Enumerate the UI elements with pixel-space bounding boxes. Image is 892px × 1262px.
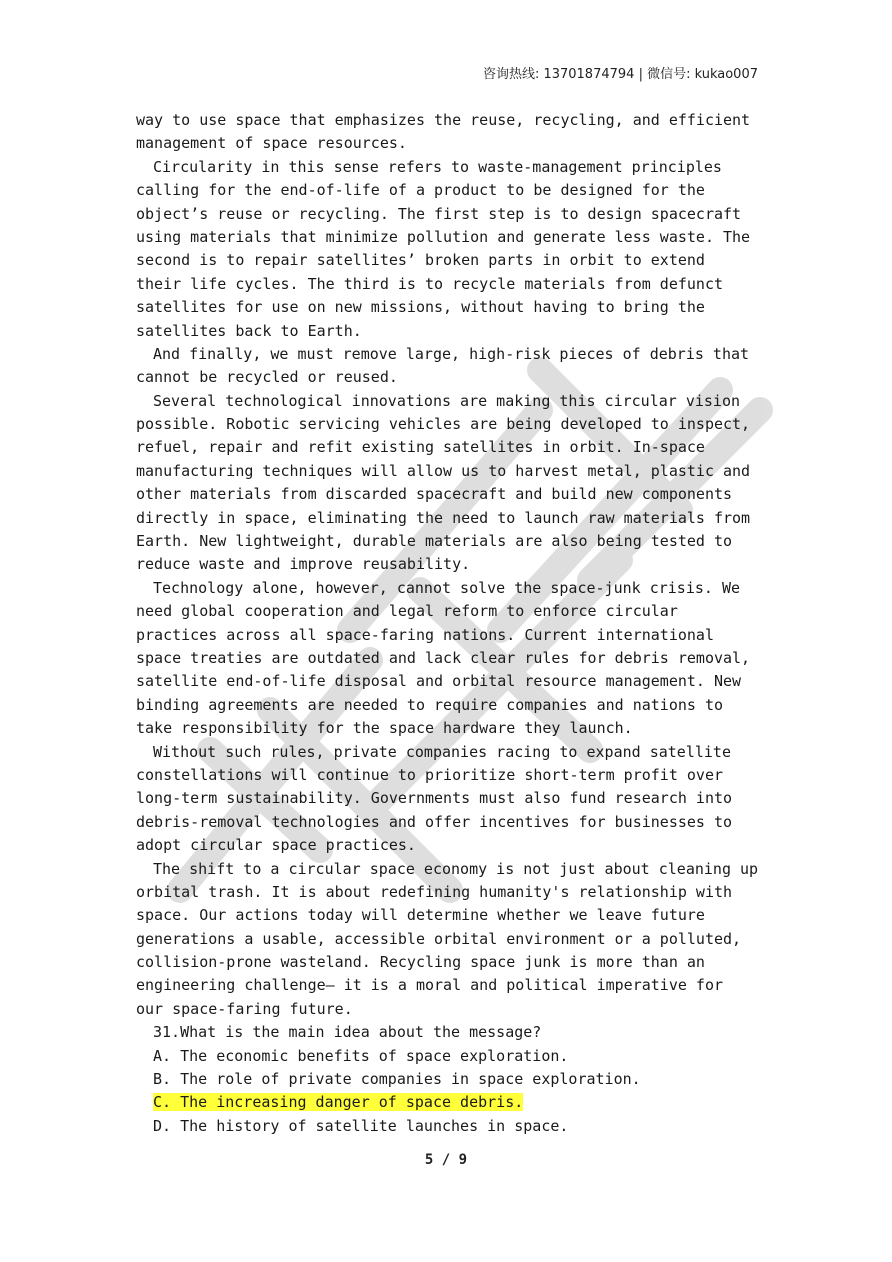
text-line: management of space resources. (136, 134, 407, 153)
question-stem: 31.What is the main idea about the message? (153, 1023, 542, 1042)
header-contact: 咨询热线: 13701874794 | 微信号: kukao007 (482, 67, 758, 82)
text-line: refuel, repair and refit existing satellites in orbit. In-space (136, 438, 705, 457)
text-line: need global cooperation and legal reform to enforce circular (136, 602, 678, 621)
text-line: practices across all space-faring nations. Current international (136, 625, 714, 644)
text-line: Technology alone, however, cannot solve the space-junk crisis. We (153, 578, 740, 597)
text-line: engineering challenge— it is a moral and political imperative for (136, 976, 723, 995)
text-line: their life cycles. The third is to recycle materials from defunct (136, 274, 723, 293)
text-line: object’s reuse or recycling. The first step is to design spacecraft (136, 204, 742, 223)
text-line: reduce waste and improve reusability. (136, 555, 471, 574)
text-line: satellites for use on new missions, without having to bring the (136, 298, 705, 317)
answer-option-text: B. The role of private companies in space exploration. (153, 1070, 641, 1089)
text-line: collision-prone wasteland. Recycling space junk is more than an (136, 953, 705, 972)
text-line: space treaties are outdated and lack clear rules for debris removal, (136, 648, 751, 667)
text-line: generations a usable, accessible orbital environment or a polluted, (136, 929, 742, 948)
answer-option (136, 1068, 766, 1091)
text-line: our space-faring future. (136, 999, 353, 1018)
answer-option-highlighted-text: C. The increasing danger of space debris. (153, 1093, 524, 1112)
text-line: binding agreements are needed to require companies and nations to (136, 695, 723, 714)
text-line: take responsibility for the space hardware they launch. (136, 719, 633, 738)
answer-option-text: A. The economic benefits of space exploration. (153, 1046, 569, 1065)
text-line: satellites back to Earth. (136, 321, 362, 340)
text-line: space. Our actions today will determine whether we leave future (136, 906, 705, 925)
text-line: orbital trash. It is about redefining humanity's relationship with (136, 882, 733, 901)
text-line: adopt circular space practices. (136, 836, 416, 855)
text-line: debris-removal technologies and offer incentives for businesses to (136, 812, 733, 831)
text-line: directly in space, eliminating the need to launch raw materials from (136, 508, 751, 527)
text-line: calling for the end-of-life of a product to be designed for the (136, 181, 705, 200)
text-line: Without such rules, private companies racing to expand satellite (153, 742, 731, 761)
text-line: constellations will continue to prioritize short-term profit over (136, 765, 723, 784)
text-line: The shift to a circular space economy is not just about cleaning up (153, 859, 759, 878)
text-line: Several technological innovations are making this circular vision (153, 391, 740, 410)
text-line: way to use space that emphasizes the reuse, recycling, and efficient (136, 111, 751, 129)
answer-option (136, 1115, 766, 1138)
text-line: And finally, we must remove large, high-risk pieces of debris that (153, 344, 750, 363)
text-line: long-term sustainability. Governments must also fund research into (136, 789, 733, 808)
text-line: satellite end-of-life disposal and orbital resource management. New (136, 672, 742, 691)
text-line: manufacturing techniques will allow us to harvest metal, plastic and (136, 461, 751, 480)
article-body (136, 109, 766, 1138)
text-line: Circularity in this sense refers to waste-management principles (153, 157, 722, 176)
answer-option (136, 1045, 766, 1068)
text-line: possible. Robotic servicing vehicles are being developed to inspect, (136, 415, 751, 434)
text-line: using materials that minimize pollution and generate less waste. The (136, 227, 751, 246)
text-line: second is to repair satellites’ broken parts in orbit to extend (136, 251, 705, 270)
text-line: Earth. New lightweight, durable materials are also being tested to (136, 532, 733, 551)
answer-option (136, 1091, 766, 1114)
text-line: cannot be recycled or reused. (136, 368, 398, 387)
answer-option-text: D. The history of satellite launches in space. (153, 1116, 569, 1135)
page-number: 5 / 9 (424, 1152, 468, 1168)
text-line: other materials from discarded spacecraft and build new components (136, 485, 733, 504)
